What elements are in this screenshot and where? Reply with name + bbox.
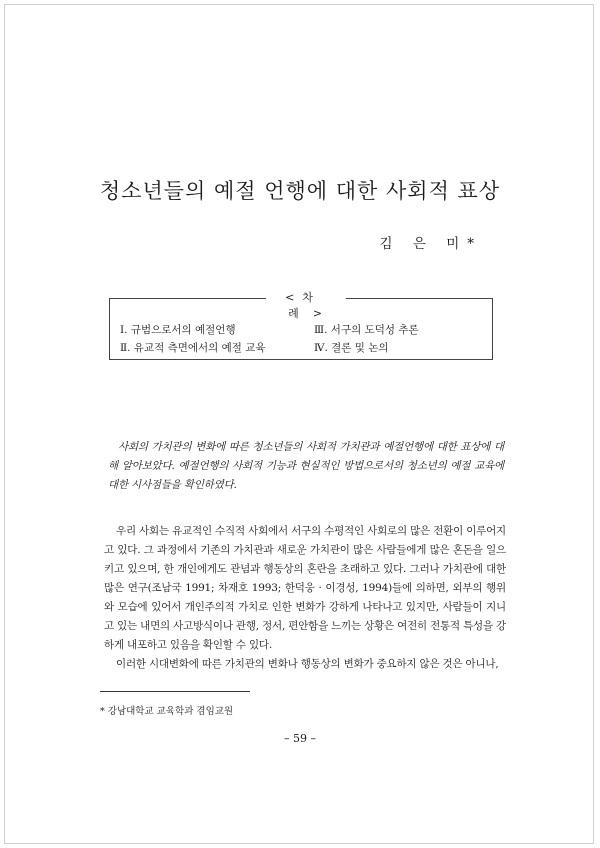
body-paragraph-1: 우리 사회는 유교적인 수직적 사회에서 서구의 수평적인 사회로의 많은 전환이 이루어지고 있다. 그 과정에서 기존의 가치관과 새로운 가치관이 많은 사람들에게 많은 혼돈을 일으키고 있으며, 한 개인에게도 관념과 행동상의 혼란을 초래하고 있다. 그러나 가치관에 대한 많은 연구(조남국 1991; 차재호 1993; 한덕웅 · 이경성, 1994)들에 의하면, 외부의 행위와 모습에 있어서 개인주의적 가치로 인한 변화가 강하게 나타나고 있지만, 사람들이 지니고 있는 내면의 사고방식이나 관행, 정서, 편안함을 느끼는 상황은 여전히 전통적 특성을 강하게 내포하고 있음을 확인할 수 있다. [104,525,506,651]
footnote-divider [100,691,250,692]
toc-heading: < 차 례> [266,290,346,306]
toc-item-1: Ⅰ. 규범으로서의 예절언행 [120,324,236,336]
toc-item-3: Ⅲ. 서구의 도덕성 추론 [314,324,419,336]
body-paragraph-2: 이러한 시대변화에 따른 가치관의 변화나 행동상의 변화가 중요하지 않은 것은 아니나, [116,658,499,670]
abstract-paragraph: 사회의 가치관의 변화에 따른 청소년들의 사회적 가치관과 예절언행에 대한 표상에 대해 알아보았다. 예절언행의 사회적 기능과 현실적인 방법으로서의 청소년의 예절 교육에 대한 시사점들을 확인하였다. [108,441,504,491]
footnote: * 강남대학교 교육학과 겸임교원 [100,706,234,717]
page-number: – 59 – [284,732,316,745]
paper-title: 청소년들의 예절 언행에 대한 사회적 표상 [99,179,501,203]
body-text [104,522,506,674]
author-name: 김 은 미* [379,236,482,252]
toc-heading-label: 차 례 [288,291,327,320]
page-frame [4,4,594,844]
toc-item-2: Ⅱ. 유교적 측면에서의 예절 교육 [120,342,266,354]
toc-item-4: Ⅳ. 결론 및 논의 [314,342,389,354]
